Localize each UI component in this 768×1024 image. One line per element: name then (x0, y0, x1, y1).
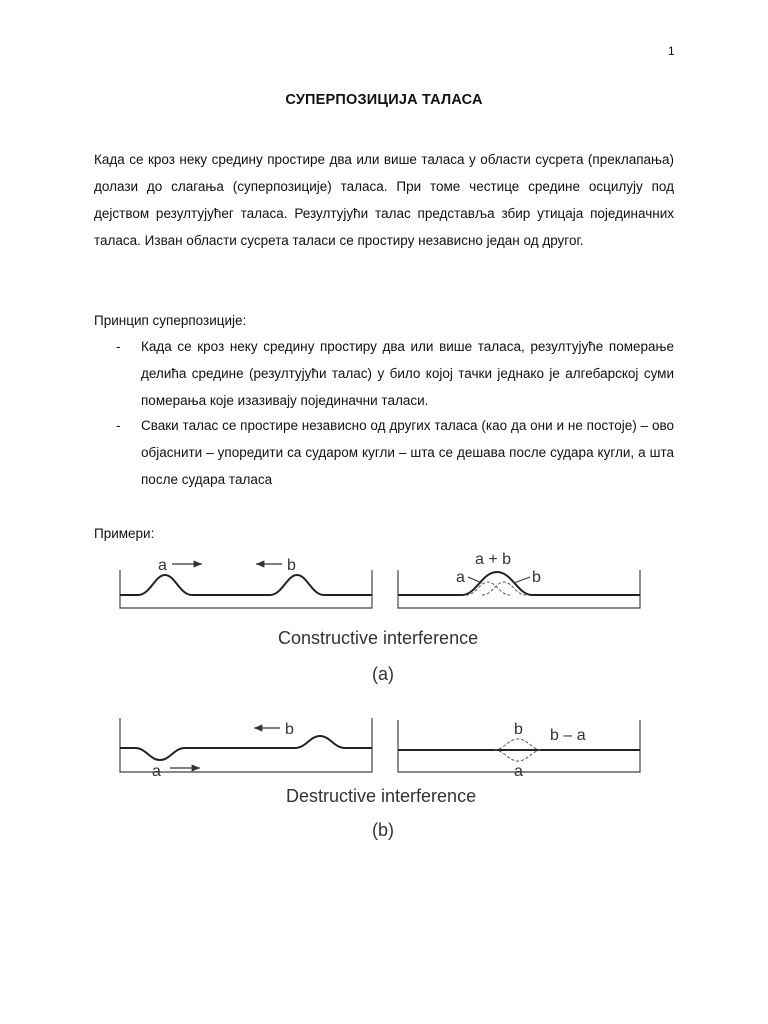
label-b-minus-a: b – a (550, 727, 586, 744)
destructive-left-wave (120, 736, 372, 760)
destructive-right-panel (398, 720, 640, 780)
bullet-text: Када се кроз неку средину простиру два или више таласа, резултујуће померање делића средине (резултујући талас) у било којој тачки једнако је алгебарској суми померања које изазивају појединачни таласи. (141, 339, 674, 408)
bullet-text: Сваки талас се простире независно од других таласа (као да они и не постоје) – ово објаснити – упоредити са сударом кугли – шта се дешава после судара кугли, а шта после судара таласа (141, 418, 674, 487)
constructive-left-wave (120, 575, 372, 595)
constructive-right-wave (398, 572, 640, 595)
principle-heading: Принцип суперпозиције: (94, 313, 247, 328)
destructive-tag: (b) (372, 820, 394, 840)
examples-heading: Примери: (94, 526, 155, 541)
constructive-tag: (a) (372, 664, 394, 684)
component-wave-a (494, 750, 542, 761)
pointer-line (514, 577, 530, 583)
pointer-line (468, 577, 482, 583)
destructive-caption: Destructive interference (286, 786, 477, 806)
bullet-item (94, 412, 674, 493)
label-b: b (285, 721, 294, 738)
label-a-plus-b: a + b (475, 551, 512, 568)
bullet-dash: - (116, 418, 121, 433)
bullet-item (94, 333, 674, 414)
page-number: 1 (668, 44, 675, 58)
constructive-right-panel (398, 551, 640, 608)
label-a: a (514, 763, 523, 780)
interference-figure (110, 540, 670, 840)
label-b: b (532, 569, 541, 586)
intro-paragraph: Када се кроз неку средину простире два или више таласа у области сусрета (преклапања) долази до слагања (суперпозиције) таласа. При томе честице средине осцилују под дејством резултујућег таласа. Резултујући талас представља збир утицаја појединачних таласа. Изван области сусрета таласи се простиру независно један од другог. (94, 152, 674, 248)
constructive-left-panel (120, 557, 372, 608)
bullet-dash: - (116, 339, 121, 354)
component-wave-b (494, 739, 542, 750)
constructive-left-container (120, 570, 372, 608)
page-title: СУПЕРПОЗИЦИЈА ТАЛАСА (285, 92, 483, 108)
label-a: a (456, 569, 465, 586)
label-b: b (287, 557, 296, 574)
label-a: a (158, 557, 167, 574)
constructive-caption: Constructive interference (278, 628, 479, 648)
destructive-left-panel (120, 718, 372, 780)
label-a: a (152, 763, 161, 780)
label-b: b (514, 721, 523, 738)
